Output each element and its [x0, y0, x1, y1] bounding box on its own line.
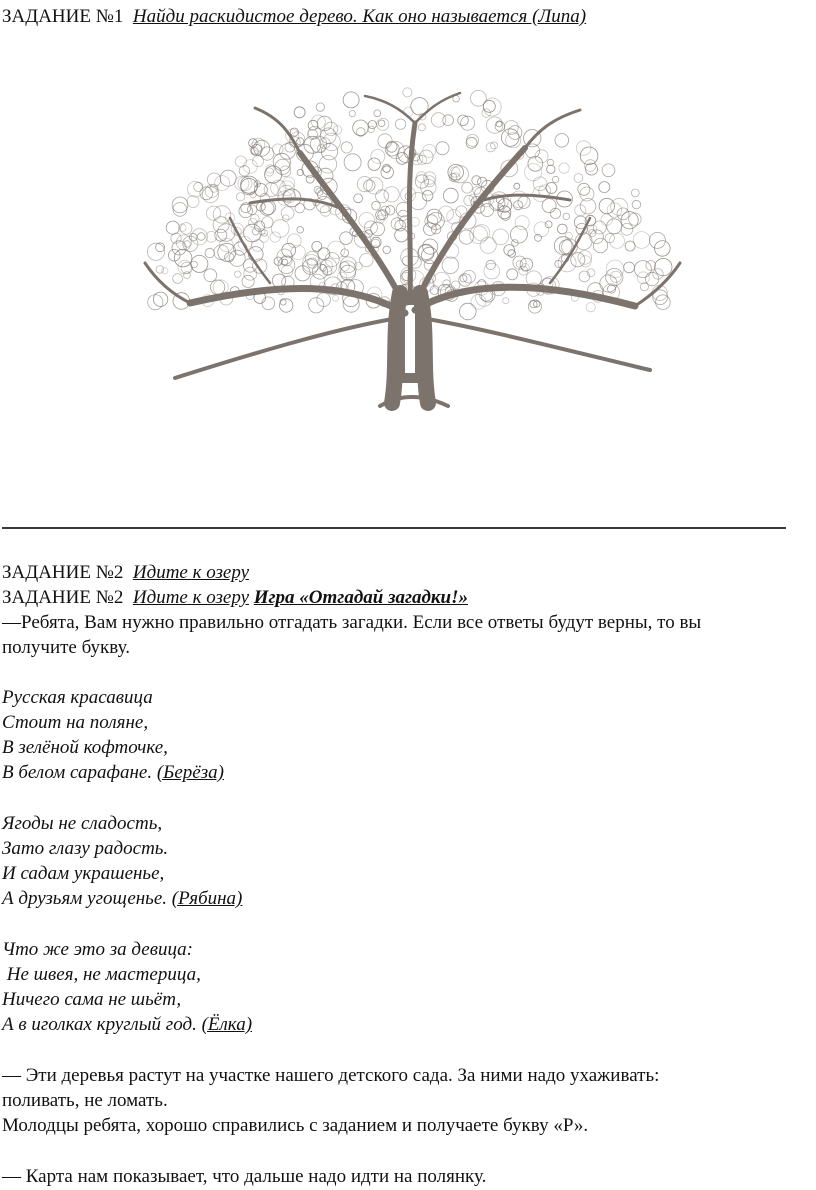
riddle-3-line-2: Не швея, не мастерица,	[2, 964, 201, 985]
riddle-1-line-3: В зелёной кофточке,	[2, 737, 168, 758]
intro-line-1: —Ребята, Вам нужно правильно отгадать загадки. Если все ответы будут верны, то вы	[2, 612, 702, 633]
riddle-1-line-2: Стоит на поляне,	[2, 712, 149, 733]
riddle-2-line-1: Ягоды не сладость,	[2, 813, 163, 834]
task2-heading-repeat	[2, 585, 468, 611]
riddle-3-line-4	[2, 1012, 252, 1038]
task2-heading	[2, 560, 249, 586]
outro-line-3: Молодцы ребята, хорошо справились с заданием и получаете букву «Р».	[2, 1115, 589, 1136]
intro-line-2: получите букву.	[2, 637, 130, 658]
riddle-2-line-4	[2, 886, 242, 912]
task1-heading	[2, 4, 586, 30]
task2-text-repeat: Идите к озеру	[132, 587, 250, 608]
riddle-2-line-3: И садам украшенье,	[2, 863, 165, 884]
riddle-1-text: В белом сарафане.	[2, 762, 153, 783]
outro-line-2: поливать, не ломать.	[2, 1090, 168, 1111]
riddle-1-line-1: Русская красавица	[2, 687, 153, 708]
riddle-1-line-4	[2, 760, 224, 786]
riddle-3-answer: (Ёлка)	[201, 1014, 253, 1035]
riddle-3-line-3: Ничего сама не шьёт,	[2, 989, 182, 1010]
tree-branches	[145, 93, 680, 406]
task2-text: Идите к озеру	[132, 562, 250, 583]
tree-illustration	[130, 78, 690, 418]
riddle-3-line-1: Что же это за девица:	[2, 939, 194, 960]
outro-line-1: — Эти деревья растут на участке нашего детского сада. За ними надо ухаживать:	[2, 1065, 660, 1086]
divider-line	[2, 527, 786, 529]
task2-label-repeat: ЗАДАНИЕ №2	[2, 587, 124, 608]
riddle-2-answer: (Рябина)	[171, 888, 243, 909]
game-title: Игра «Отгадай загадки!»	[253, 587, 469, 608]
task1-label: ЗАДАНИЕ №1	[2, 6, 124, 27]
riddle-2-line-2: Зато глазу радость.	[2, 838, 169, 859]
task2-label: ЗАДАНИЕ №2	[2, 562, 124, 583]
riddle-1-answer: (Берёза)	[156, 762, 224, 783]
task1-text: Найди раскидистое дерево. Как оно называется (Липа)	[132, 6, 587, 27]
outro-line-4: — Карта нам показывает, что дальше надо идти на полянку.	[2, 1166, 487, 1187]
riddle-3-text: А в иголках круглый год.	[2, 1014, 197, 1035]
riddle-2-text: А друзьям угощенье.	[2, 888, 168, 909]
